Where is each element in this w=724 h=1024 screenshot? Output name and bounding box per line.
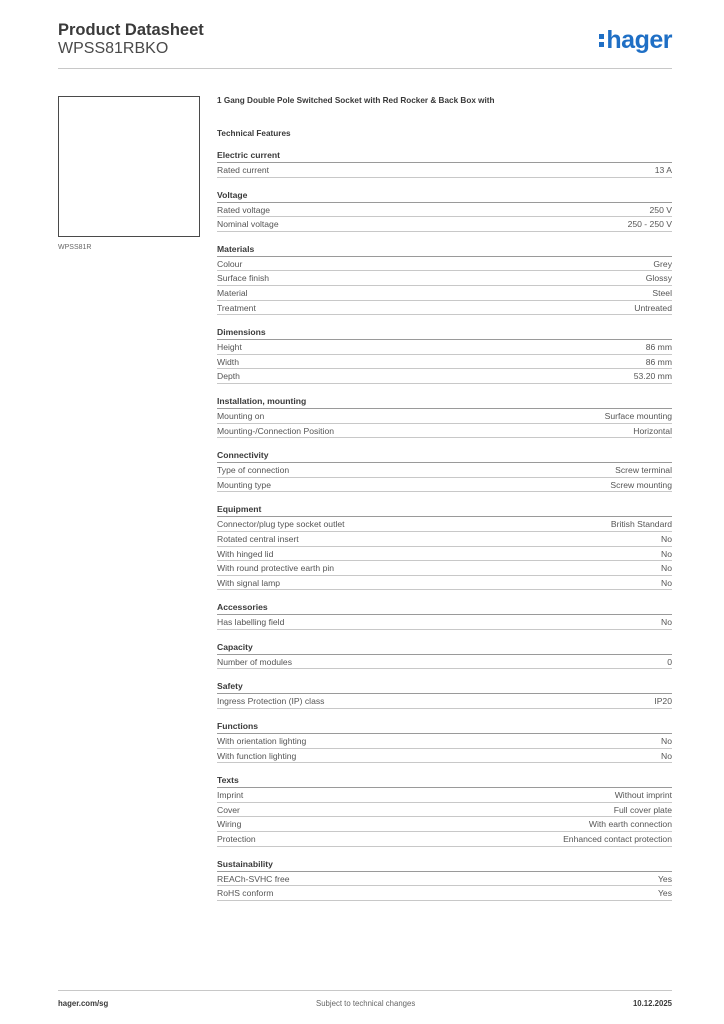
- spec-row: [217, 734, 672, 749]
- spec-label: Wiring: [217, 819, 242, 830]
- spec-label: With signal lamp: [217, 577, 281, 588]
- group-title: Safety: [217, 680, 672, 694]
- spec-row: [217, 424, 672, 439]
- spec-value: Full cover plate: [613, 804, 672, 815]
- spec-row: [217, 655, 672, 670]
- spec-row: [217, 409, 672, 424]
- spec-value: No: [661, 533, 672, 544]
- spec-row: [217, 803, 672, 818]
- spec-label: Width: [217, 356, 239, 367]
- spec-row: [217, 547, 672, 562]
- spec-value: IP20: [654, 696, 672, 707]
- page-title: Product Datasheet: [58, 21, 204, 39]
- group-title: Capacity: [217, 641, 672, 655]
- spec-value: British Standard: [610, 519, 672, 530]
- spec-label: Type of connection: [217, 465, 290, 476]
- spec-label: Mounting-/Connection Position: [217, 425, 335, 436]
- group-title: Materials: [217, 243, 672, 257]
- spec-value: Surface mounting: [604, 410, 672, 421]
- spec-row: [217, 561, 672, 576]
- footer-note: Subject to technical changes: [316, 999, 416, 1008]
- spec-row: [217, 478, 672, 493]
- spec-row: [217, 271, 672, 286]
- spec-row: [217, 463, 672, 478]
- spec-value: Grey: [653, 258, 672, 269]
- spec-label: Treatment: [217, 302, 256, 313]
- spec-row: [217, 369, 672, 384]
- spec-value: No: [661, 617, 672, 628]
- spec-value: 250 V: [649, 204, 672, 215]
- spec-row: [217, 203, 672, 218]
- spec-value: Glossy: [645, 273, 672, 284]
- group-title: Accessories: [217, 601, 672, 615]
- logo-wordmark: hager: [606, 26, 672, 54]
- spec-row: [217, 576, 672, 591]
- spec-label: With function lighting: [217, 750, 297, 761]
- spec-value: No: [661, 750, 672, 761]
- spec-label: Colour: [217, 258, 243, 269]
- spec-label: Protection: [217, 834, 256, 845]
- product-description: 1 Gang Double Pole Switched Socket with Red Rocker & Back Box with: [217, 96, 495, 105]
- spec-value: 53.20 mm: [633, 371, 672, 382]
- spec-value: Enhanced contact protection: [563, 834, 672, 845]
- product-image-caption: WPSS81R: [58, 244, 92, 251]
- spec-row: [217, 615, 672, 630]
- spec-value: No: [661, 563, 672, 574]
- footer-divider: [58, 990, 672, 991]
- spec-row: [217, 694, 672, 709]
- spec-label: With hinged lid: [217, 548, 274, 559]
- product-code: WPSS81RBKO: [58, 40, 169, 57]
- spec-value: Without imprint: [614, 790, 672, 801]
- spec-row: [217, 286, 672, 301]
- spec-value: Steel: [652, 287, 672, 298]
- spec-row: [217, 817, 672, 832]
- spec-value: Yes: [657, 888, 672, 899]
- footer-date: 10.12.2025: [632, 999, 672, 1008]
- spec-value: 86 mm: [645, 356, 672, 367]
- spec-label: Nominal voltage: [217, 219, 279, 230]
- spec-label: Has labelling field: [217, 617, 285, 628]
- spec-label: Surface finish: [217, 273, 270, 284]
- group-title: Equipment: [217, 503, 672, 517]
- spec-label: Rotated central insert: [217, 533, 299, 544]
- group-title: Functions: [217, 720, 672, 734]
- section-heading: Technical Features: [217, 129, 291, 138]
- spec-row: [217, 163, 672, 178]
- spec-label: REACh-SVHC free: [217, 873, 290, 884]
- header-divider: [58, 68, 672, 69]
- spec-value: Untreated: [634, 302, 672, 313]
- spec-row: [217, 532, 672, 547]
- spec-label: Cover: [217, 804, 240, 815]
- spec-value: 0: [667, 656, 672, 667]
- spec-row: [217, 749, 672, 764]
- spec-label: Depth: [217, 371, 240, 382]
- spec-label: Mounting type: [217, 479, 271, 490]
- spec-label: With round protective earth pin: [217, 563, 335, 574]
- group-title: Sustainability: [217, 858, 672, 872]
- group-title: Connectivity: [217, 449, 672, 463]
- spec-row: [217, 301, 672, 316]
- spec-value: No: [661, 736, 672, 747]
- spec-value: Yes: [657, 873, 672, 884]
- spec-value: 13 A: [654, 165, 672, 175]
- spec-value: With earth connection: [588, 819, 672, 830]
- spec-row: [217, 788, 672, 803]
- group-title: Installation, mounting: [217, 395, 672, 409]
- spec-row: [217, 355, 672, 370]
- group-title: Electric current: [217, 149, 672, 163]
- spec-row: [217, 517, 672, 532]
- spec-row: [217, 832, 672, 847]
- spec-row: [217, 217, 672, 232]
- spec-value: Screw mounting: [610, 479, 672, 490]
- spec-value: No: [661, 548, 672, 559]
- feature-groups: [217, 149, 672, 901]
- spec-row: [217, 257, 672, 272]
- spec-label: RoHS conform: [217, 888, 274, 899]
- hager-logo: [599, 26, 672, 54]
- spec-row: [217, 886, 672, 901]
- spec-value: Screw terminal: [615, 465, 672, 476]
- spec-label: Imprint: [217, 790, 244, 801]
- spec-label: Material: [217, 287, 248, 298]
- footer-website: hager.com/sg: [58, 999, 109, 1008]
- spec-row: [217, 872, 672, 887]
- spec-value: 250 - 250 V: [627, 219, 672, 230]
- technical-features-content: [217, 95, 672, 901]
- spec-value: Horizontal: [633, 425, 672, 436]
- spec-label: Height: [217, 342, 242, 353]
- logo-colon-icon: [599, 34, 604, 47]
- spec-label: Rated current: [217, 165, 270, 175]
- spec-label: Ingress Protection (IP) class: [217, 696, 325, 707]
- group-title: Voltage: [217, 189, 672, 203]
- group-title: Dimensions: [217, 326, 672, 340]
- spec-value: No: [661, 577, 672, 588]
- spec-label: With orientation lighting: [217, 736, 307, 747]
- spec-value: 86 mm: [645, 342, 672, 353]
- spec-label: Mounting on: [217, 410, 265, 421]
- group-title: Texts: [217, 774, 672, 788]
- spec-label: Rated voltage: [217, 204, 271, 215]
- spec-label: Connector/plug type socket outlet: [217, 519, 345, 530]
- spec-row: [217, 340, 672, 355]
- product-image-placeholder: [58, 96, 200, 237]
- spec-label: Number of modules: [217, 656, 292, 667]
